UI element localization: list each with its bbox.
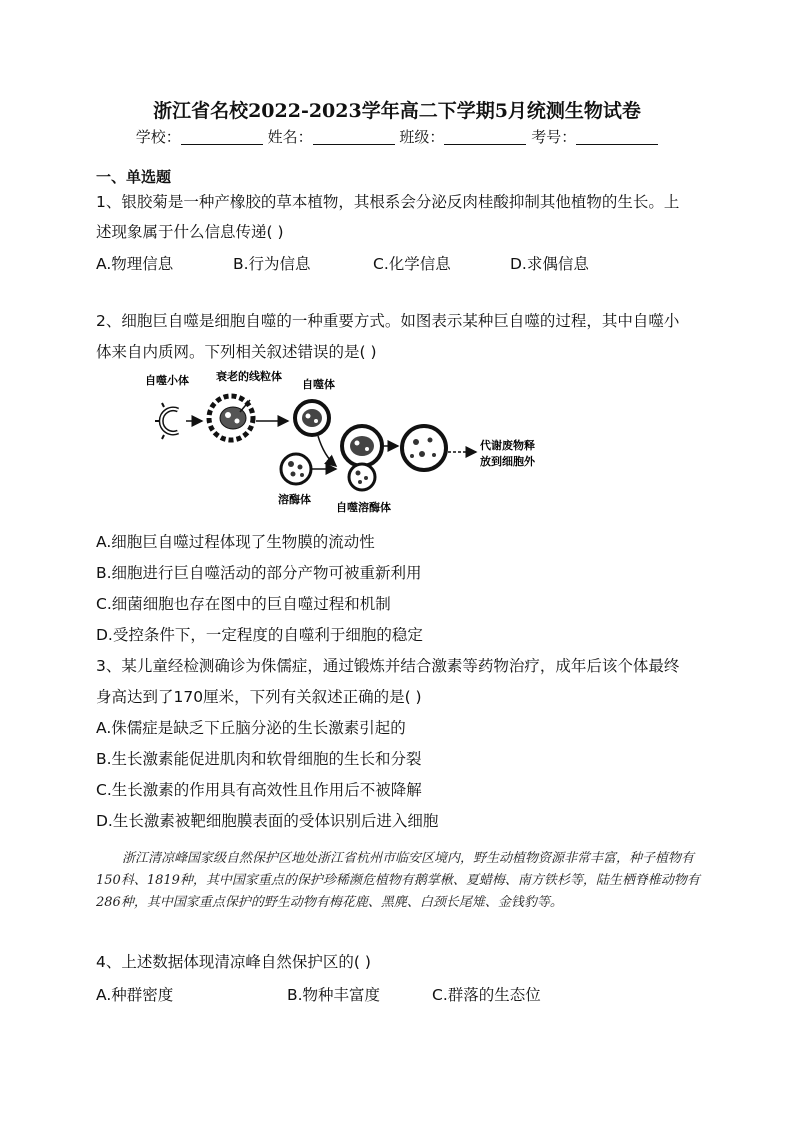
q2-line2: 体来自内质网。下列相关叙述错误的是( ) <box>96 343 377 361</box>
autophagy-vesicle-icon <box>155 403 178 439</box>
q3-line2: 身高达到了170厘米，下列有关叙述正确的是( ) <box>96 688 422 706</box>
autophagosome-icon <box>295 401 329 435</box>
name-blank <box>313 130 395 145</box>
name-label: 姓名： <box>267 128 313 146</box>
autophagy-figure <box>140 366 560 516</box>
student-info-row <box>0 126 794 147</box>
school-label: 学校： <box>135 128 181 146</box>
autolysosome-icon <box>342 426 382 490</box>
q1-option-d: D.求偶信息 <box>510 255 589 273</box>
digesting-vesicle-icon <box>402 426 446 470</box>
mitochondria-engulfing-icon <box>209 396 253 440</box>
q2-option-d: D.受控条件下，一定程度的自噬利于细胞的稳定 <box>96 626 423 644</box>
class-label: 班级： <box>399 128 445 146</box>
reading-passage: 浙江清凉峰国家级自然保护区地处浙江省杭州市临安区境内，野生动植物资源非常丰富，种子植物有150科、1819种，其中国家重点的保护珍稀濒危植物有鹅掌楸、夏蜡梅、南方铁杉等，陆生栖脊椎动物有286种，其中国家重点保护的野生动物有梅花鹿、黑麂、白颈长尾雉、金钱豹等。 <box>96 851 700 910</box>
section-heading: 一、单选题 <box>96 168 172 186</box>
q3-option-b: B.生长激素能促进肌肉和软骨细胞的生长和分裂 <box>96 750 422 768</box>
label-autophagy-vesicle: 自噬小体 <box>145 374 189 387</box>
q1-option-a: A.物理信息 <box>96 255 174 273</box>
school-blank <box>181 130 263 145</box>
q1-line1: 1、银胶菊是一种产橡胶的草本植物，其根系会分泌反肉桂酸抑制其他植物的生长。上 <box>96 193 680 211</box>
q2-option-c: C.细菌细胞也存在图中的巨自噬过程和机制 <box>96 595 391 613</box>
label-lysosome: 溶酶体 <box>278 493 311 506</box>
q1-option-c: C.化学信息 <box>373 255 451 273</box>
q1-line2: 述现象属于什么信息传递( ) <box>96 223 284 241</box>
q3-option-d: D.生长激素被靶细胞膜表面的受体识别后进入细胞 <box>96 812 439 830</box>
q4-option-b: B.物种丰富度 <box>287 986 381 1004</box>
class-blank <box>444 130 526 145</box>
q3-option-c: C.生长激素的作用具有高效性且作用后不被降解 <box>96 781 422 799</box>
exam-number-blank <box>576 130 658 145</box>
q2-line1: 2、细胞巨自噬是细胞自噬的一种重要方式。如图表示某种巨自噬的过程，其中自噬小 <box>96 312 680 330</box>
label-waste-release-1: 代谢废物释 <box>480 439 535 452</box>
label-autophagosome: 自噬体 <box>302 378 335 391</box>
label-autolysosome: 自噬溶酶体 <box>336 501 391 514</box>
label-aging-mitochondria: 衰老的线粒体 <box>216 370 282 383</box>
q1-option-b: B.行为信息 <box>233 255 311 273</box>
q2-option-a: A.细胞巨自噬过程体现了生物膜的流动性 <box>96 533 375 551</box>
q2-option-b: B.细胞进行巨自噬活动的部分产物可被重新利用 <box>96 564 422 582</box>
q4-option-c: C.群落的生态位 <box>432 986 541 1004</box>
exam-number-label: 考号： <box>531 128 577 146</box>
lysosome-icon <box>281 454 311 484</box>
page-title: 浙江省名校2022-2023学年高二下学期5月统测生物试卷 <box>153 100 641 122</box>
q3-line1: 3、某儿童经检测确诊为侏儒症，通过锻炼并结合激素等药物治疗，成年后该个体最终 <box>96 657 680 675</box>
q4-line1: 4、上述数据体现清凉峰自然保护区的( ) <box>96 953 371 971</box>
label-waste-release-2: 放到细胞外 <box>480 455 535 468</box>
q4-option-a: A.种群密度 <box>96 986 174 1004</box>
q3-option-a: A.侏儒症是缺乏下丘脑分泌的生长激素引起的 <box>96 719 406 737</box>
